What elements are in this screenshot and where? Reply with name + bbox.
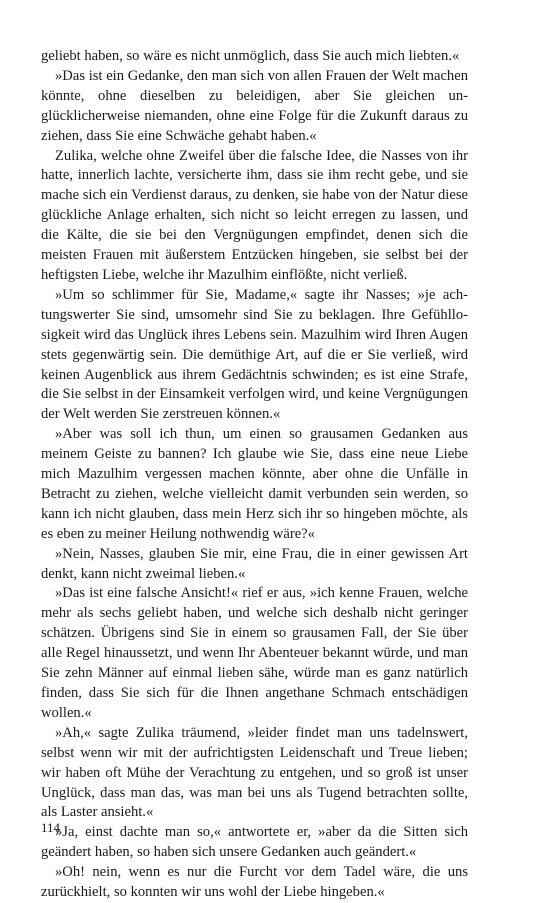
page-number: 114: [41, 820, 61, 835]
paragraph: geliebt haben, so wäre es nicht unmöglich, dass Sie auch mich liebten.«: [41, 48, 460, 64]
paragraph: Zulika, welche ohne Zweifel über die falsche Idee, die Nasses von ihr hatte, innerlich lachte, versicherte ihm, dass sie ihm recht gebe, und sie mache sich ein Verdienst daraus, zu denken, sie habe von der Natur diese glückliche Anlage erhalten, sich nicht so leicht erregen zu lassen, und die Kälte, die sie bei den Vergnügungen empfindet, denen sich die meisten Frauen mit äußerstem Entzücken hingeben, sie selbst bei der heftigsten Liebe, welche ihr Mazulhim einflößte, nicht verließ.: [41, 147, 468, 283]
paragraph: »Das ist ein Gedanke, den man sich von allen Frauen der Welt machen könnte, ohne dieselben zu beleidigen, aber Sie gleichen unglücklicherweise niemanden, ohne eine Folge für die Zukunft daraus zu ziehen, dass Sie eine Schwäche gehabt haben.«: [41, 67, 468, 144]
paragraph: »Das ist eine falsche Ansicht!« rief er aus, »ich kenne Frauen, welche mehr als sechs geliebt haben, und welche sich deshalb nicht geringer schätzen. Übrigens sind Sie in einem so grausamen Fall, der Sie über alle Regel hinaussetzt, und wenn Ihr Abenteuer bekannt würde, und man Sie zehn Männer auf einmal lieben sähe, würde man es ganz natürlich finden, dass Sie sich für die Ihnen angethane Schmach entschädigen wollen.«: [41, 585, 468, 721]
page-body: [41, 47, 468, 903]
paragraph: »Nein, Nasses, glauben Sie mir, eine Frau, die in einer gewissen Art denkt, kann nicht zweimal lieben.«: [41, 545, 468, 582]
paragraph: »Ja, einst dachte man so,« antwortete er, »aber da die Sitten sich geändert haben, so haben sich unsere Gedanken auch geändert.«: [41, 824, 468, 861]
paragraph: »Ah,« sagte Zulika träumend, »leider findet man uns tadelnswert, selbst wenn wir mit der aufrichtigsten Leidenschaft und Treue lieben; wir haben oft Mühe der Verachtung zu entgehen, und so groß ist unser Unglück, dass man das, was man bei uns als Tugend betrachten sollte, als Laster ansieht.«: [41, 724, 468, 821]
paragraph: »Aber was soll ich thun, um einen so grausamen Gedanken aus meinem Geiste zu bannen? Ich glaube wie Sie, dass eine neue Liebe mich Mazulhim vergessen machen könnte, aber ohne die Unfälle in Betracht zu ziehen, welche vielleicht damit verbunden sein werden, so kann ich nicht glauben, dass mein Herz sich ihr so hingeben möchte, als es eben zu meiner Heilung nothwendig wäre?«: [41, 426, 468, 542]
paragraph: »Oh! nein, wenn es nur die Furcht vor dem Tadel wäre, die uns zurückhielt, so konnten wir uns wohl der Liebe hingeben.«: [41, 864, 468, 901]
paragraph: »Um so schlimmer für Sie, Madame,« sagte ihr Nasses; »je achtungswerter Sie sind, umsomehr sind Sie zu beklagen. Ihre Gefühllosigkeit wird das Unglück ihres Lebens sein. Mazulhim wird Ihren Augen stets gegenwärtig sein. Die demüthige Art, auf die er Sie verließ, wird keinen Augenblick aus ihrem Gedächtnis schwinden; es ist eine Strafe, die Sie selbst in der Einsamkeit verfolgen wird, und keine Vergnügungen der Welt werden Sie zerstreuen können.«: [41, 286, 468, 423]
